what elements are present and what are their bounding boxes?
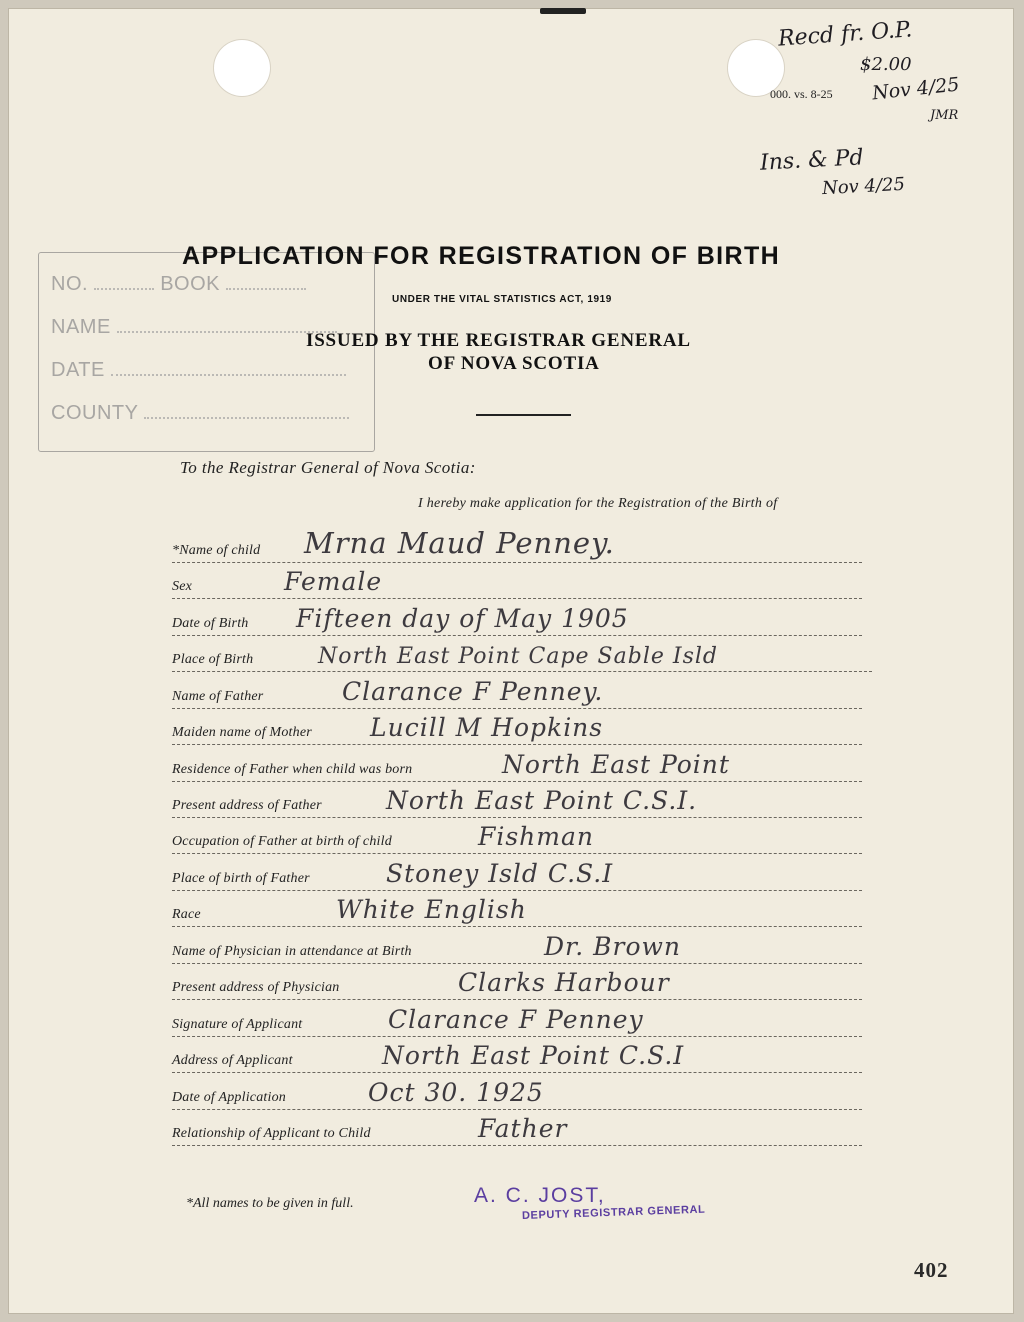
field-maiden-name-of-mother <box>172 714 862 745</box>
field-value: Lucill M Hopkins <box>370 713 604 742</box>
field-present-address-of-father <box>172 787 862 818</box>
field-label: *Name of child <box>172 543 261 558</box>
field-value: Stoney Isld C.S.I <box>386 859 614 888</box>
field-residence-of-father <box>172 751 862 782</box>
field-occupation-of-father <box>172 823 862 854</box>
field-value: North East Point <box>502 750 730 779</box>
field-value: White English <box>336 895 527 924</box>
salutation: To the Registrar General of Nova Scotia: <box>180 458 476 477</box>
field-label: Present address of Physician <box>172 980 340 995</box>
field-value: Fifteen day of May 1905 <box>296 604 629 633</box>
issuer-line-2: OF NOVA SCOTIA <box>428 353 600 374</box>
field-date-of-application <box>172 1079 862 1110</box>
paper-edge-mark <box>540 8 586 14</box>
field-address-of-applicant <box>172 1042 862 1073</box>
stamp-row-name <box>51 316 337 339</box>
issuer-line-1: ISSUED BY THE REGISTRAR GENERAL <box>306 330 691 351</box>
field-label: Name of Physician in attendance at Birth <box>172 944 412 959</box>
field-value: North East Point C.S.I. <box>386 786 698 815</box>
field-name-of-physician <box>172 933 862 964</box>
title-divider <box>476 414 571 416</box>
field-name-of-father <box>172 678 862 709</box>
field-value: Oct 30. 1925 <box>368 1078 544 1107</box>
form-subtitle: UNDER THE VITAL STATISTICS ACT, 1919 <box>392 294 612 305</box>
field-label: Occupation of Father at birth of child <box>172 834 392 849</box>
field-label: Date of Birth <box>172 616 249 631</box>
form-code: 000. vs. 8-25 <box>770 87 833 101</box>
field-value: Clarance F Penney. <box>342 677 604 706</box>
field-label: Signature of Applicant <box>172 1017 303 1032</box>
handwritten-note-date: Nov 4/25 <box>871 73 961 105</box>
stamp-row-date <box>51 359 346 382</box>
field-date-of-birth <box>172 605 862 636</box>
records-stamp-box <box>38 252 375 452</box>
field-value: Fishman <box>478 822 594 851</box>
form-title: APPLICATION FOR REGISTRATION OF BIRTH <box>182 242 781 270</box>
stamp-row-no <box>51 273 306 296</box>
field-value: Female <box>284 567 383 596</box>
page-number: 402 <box>914 1258 949 1282</box>
field-label: Maiden name of Mother <box>172 725 312 740</box>
stamp-date-label: DATE <box>51 359 105 381</box>
field-value: Dr. Brown <box>544 932 682 961</box>
field-value: Clarance F Penney <box>388 1005 644 1034</box>
field-label: Relationship of Applicant to Child <box>172 1126 371 1141</box>
field-label: Race <box>172 907 201 922</box>
field-relationship-of-applicant <box>172 1115 862 1146</box>
field-name-of-child <box>172 526 862 563</box>
field-signature-of-applicant <box>172 1006 862 1037</box>
handwritten-note-received: Recd fr. O.P. <box>777 17 914 52</box>
field-label: Address of Applicant <box>172 1053 293 1068</box>
handwritten-note-inspected-date: Nov 4/25 <box>821 173 906 200</box>
stamp-county-label: COUNTY <box>51 402 139 424</box>
stamp-book-label: BOOK <box>160 273 220 295</box>
field-label: Place of Birth <box>172 652 254 667</box>
field-label: Residence of Father when child was born <box>172 762 413 777</box>
field-label: Name of Father <box>172 689 264 704</box>
stamp-row-county <box>51 402 349 425</box>
stamp-name-label: NAME <box>51 316 111 338</box>
field-value: Mrna Maud Penney. <box>304 526 615 560</box>
field-label: Date of Application <box>172 1090 286 1105</box>
field-value: Clarks Harbour <box>458 968 670 997</box>
handwritten-note-initials: JMR <box>930 108 959 123</box>
handwritten-note-inspected: Ins. & Pd <box>759 145 865 176</box>
field-present-address-of-physician <box>172 969 862 1000</box>
field-race <box>172 896 862 927</box>
official-stamp-name: A. C. JOST, <box>474 1184 606 1207</box>
field-value: Father <box>478 1114 568 1143</box>
field-place-of-birth-of-father <box>172 860 862 891</box>
field-label: Present address of Father <box>172 798 322 813</box>
field-place-of-birth <box>172 641 872 672</box>
form-sheet <box>8 8 1014 1314</box>
field-sex <box>172 568 862 599</box>
stamp-no-label: NO. <box>51 273 89 295</box>
punch-hole-left <box>214 40 270 96</box>
field-value: North East Point C.S.I <box>382 1041 685 1070</box>
footnote: *All names to be given in full. <box>186 1196 354 1211</box>
intro-text: I hereby make application for the Registration of the Birth of <box>418 496 778 511</box>
official-stamp-title: DEPUTY REGISTRAR GENERAL <box>521 1203 706 1222</box>
field-label: Sex <box>172 579 193 594</box>
handwritten-note-amount: $2.00 <box>860 54 912 75</box>
field-value: North East Point Cape Sable Isld <box>318 644 718 669</box>
field-label: Place of birth of Father <box>172 871 310 886</box>
